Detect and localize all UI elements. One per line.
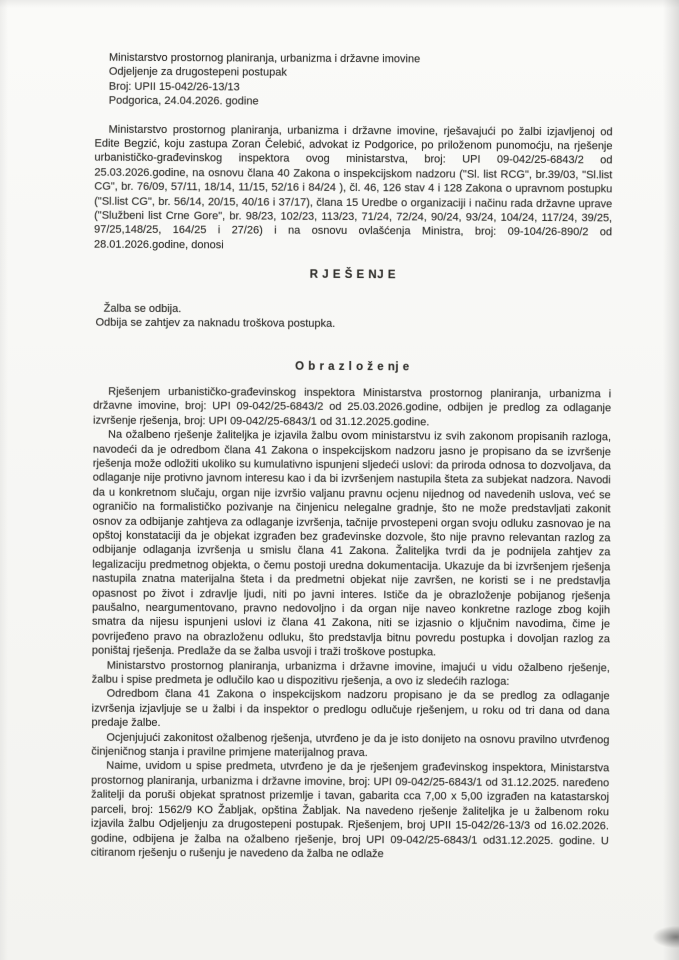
- reasoning-paragraph-5: Ocjenjujući zakonitost ožalbenog rješenja, utvrđeno je da je isto donijeto na osnovu pravilno utvrđenog činjeničnog stanja i pravilne primjene materijalnog prava.: [91, 731, 610, 760]
- reasoning-paragraph-1: Rješenjem urbanističko-građevinskog inspektora Ministarstva prostornog planiranja, urbanizma i državne imovine, broj: UPI 09-042/25-6843/2 od 25.03.2026.godine, odbijen je predlog za odlaganje izvršenje rješenja, broj: UPI 09-042/25-6843/1 od 31.12.2025.godine.: [93, 385, 612, 429]
- document-content: [91, 51, 613, 863]
- reasoning-paragraph-2: Na ožalbeno rješenje žaliteljka je izjavila žalbu ovom ministarstvu iz svih zakonom propisanih razloga, navodeći da je odredbom člana 41 Zakona o inspekcijskom nadzoru jasno je propisano da se izvršenje rješenja može odložiti ukoliko su kumulativno ispunjeni sljedeći uslovi: da priroda odnosa to dozvoljava, da odlaganje nije protivno javnom interesu kao i da bi izvršenjem nastupila šteta za subjekat nadzora. Navodi da u konkretnom slučaju, organ nije izvršio valjanu pravnu ocjenu nijednog od navedenih uslova, već se ograničio na formalističko pozivanje na činjenicu nelegalne gradnje, što ne može predstavljati zakonit osnov za odbijanje zahtjeva za odlaganje izvršenja, tačnije prvostepeni organ svoju odluku zasnovao je na opštoj konstataciji da je objekat izgrađen bez građevinske dozvole, što nije pravno relevantan razlog za odbijanje odlaganja izvršenja u smislu člana 41 Zakona. Žaliteljka tvrdi da je podnijela zahtjev za legalizaciju predmetnog objekta, o čemu postoji uredna dokumentacija. Ukazuje da bi izvršenjem rješenja nastupila znatna materijalna šteta i da predmetni objekat nije završen, ne koristi se i ne predstavlja opasnost po život i zdravlje ljudi, niti po javni interes. Ističe da je obrazloženje pobijanog rješenja paušalno, neargumentovano, pravno nedovoljno i da organ nije naveo konkretne razloge zbog kojih smatra da nijesu ispunjeni uslovi iz člana 41 Zakona, niti se izjasnio o ključnim navodima, čime je povrijeđeno pravo na obrazloženu odluku, što predstavlja bitnu povredu postupka i dovoljan razlog za poništaj rješenja. Predlaže da se žalba usvoji i traži troškove postupka.: [91, 428, 612, 659]
- reasoning-paragraph-4: Odredbom člana 41 Zakona o inspekcijskom nadzoru propisano je da se predlog za odlaganje izvršenja izjavljuje se u žalbi i da inspektor o predlogu odlučuje rješenjem, u roku od tri dana od dana predaje žalbe.: [91, 688, 610, 730]
- header-ministry-line: Ministarstvo prostornog planiranja, urbanizma i državne imovine: [108, 51, 421, 66]
- dispositive-line-1: Žalba se odbija.: [103, 302, 182, 315]
- header-case-number: Broj: UPII 15-042/26-13/13: [108, 80, 240, 94]
- preamble-paragraph: Ministarstvo prostornog planiranja, urbanizma i državne imovine, rješavajući po žalbi izjavljenoj od Edite Begzić, koju zastupa Zoran Čelebić, advokat iz Podgorice, po priloženom punomoćju, na rješenje urbanističko-građevinskog inspektora ovog ministarstva, broj: UPI 09-042/25-6843/2 od 25.03.2026.godine, na osnovu člana 40 Zakona o inspekcijskom nadzoru ("Sl. list RCG", br.39/03, "Sl.list CG", br. 76/09, 57/11, 18/14, 11/15, 52/16 i 84/24 ), čl. 46, 126 stav 4 i 128 Zakona o upravnom postupku ("Sl.list CG", br. 56/14, 20/15, 40/16 i 37/17), člana 15 Uredbe o organizaciji i načinu rada državne uprave ("Službeni list Crne Gore", br. 98/23, 102/23, 113/23, 71/24, 72/24, 90/24, 93/24, 104/24, 117/24, 39/25, 97/25,148/25, 164/25 i 27/26) i na osnovu ovlašćenja Ministra, broj: 09-104/26-890/2 od 28.01.2026.godine, donosi: [93, 123, 613, 252]
- dispositive-line-2: Odbija se zahtjev za naknadu troškova postupka.: [95, 316, 336, 330]
- header-place-date: Podgorica, 24.04.2026. godine: [108, 94, 259, 108]
- reasoning-paragraph-3: Ministarstvo prostornog planiranja, urbanizma i državne imovine, imajući u vidu ožalbeno rješenje, žalbu i spise predmeta je odlučilo kao u dispozitivu rješenja, a ovo iz sledećih razloga:: [91, 659, 610, 688]
- decision-title: R J E Š E NJ E: [309, 269, 396, 282]
- reasoning-paragraph-6: Naime, uvidom u spise predmeta, utvrđeno je da je rješenjem građevinskog inspektora, Ministarstva prostornog planiranja, urbanizma i državne imovine, broj: UPI 09-042/25-6843/1 od 31.12.2025. naređeno žalitelji da poruši objekat spratnost prizemlje i tavan, gabarita cca 7,00 x 5,00 izgrađen na katastarskoj parceli, broj: 1562/9 KO Žabljak, opština Žabljak. Na navedeno rješenje žaliteljka je u žalbenom roku izjavila žalbu Odjeljenju za drugostepeni postupak. Rješenjem, broj UPII 15-042/26-13/3 od 16.02.2026. godine, odbijena je žalba na ožalbeno rješenje, broj UPI 09-042/25-6843/1 od31.12.2025. godine. U citiranom rješenju o rušenju je navedeno da žalba ne odlaže: [90, 760, 610, 861]
- reasoning-title: O b r a z l o ž e nj e: [295, 360, 410, 373]
- header-department-line: Odjeljenje za drugostepeni postupak: [108, 66, 287, 80]
- document-header: [109, 51, 613, 111]
